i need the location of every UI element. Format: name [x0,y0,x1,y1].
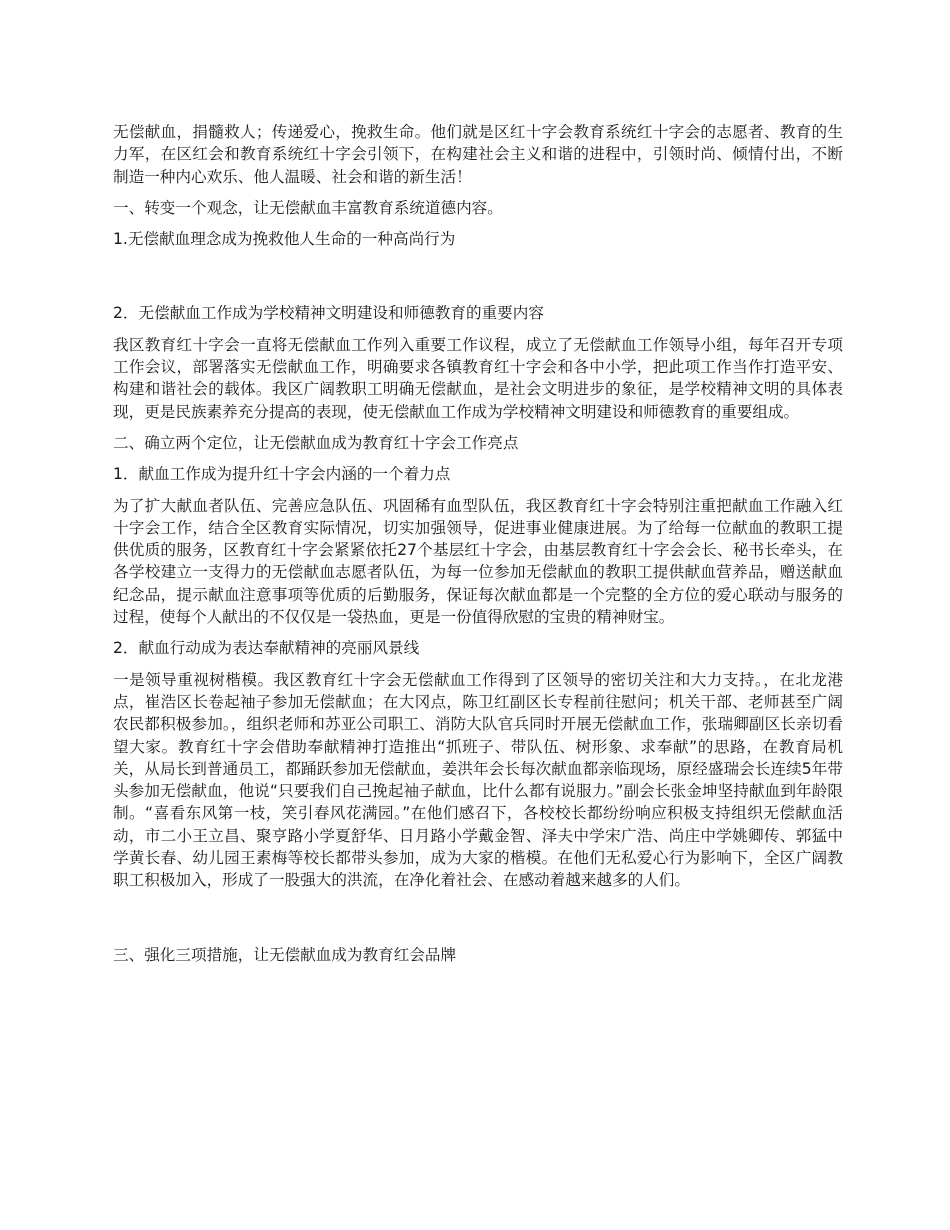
body-paragraph-2-1: 为了扩大献血者队伍、完善应急队伍、巩固稀有血型队伍，我区教育红十字会特别注重把献血工作融入红十字会工作，结合全区教育实际情况，切实加强领导，促进事业健康进展。为了给每一位献血的教职工提供优质的服务，区教育红十字会紧紧依托27个基层红十字会，由基层教育红十字会会长、秘书长牵头，在各学校建立一支得力的无偿献血志愿者队伍，为每一位参加无偿献血的教职工提供献血营养品，赠送献血纪念品，提示献血注意事项等优质的后勤服务，保证每次献血都是一个完整的全方位的爱心联动与服务的过程，使每个人献出的不仅仅是一袋热血，更是一份值得欣慰的宝贵的精神财宝。 [113,496,843,627]
body-paragraph-2-2: 一是领导重视树楷模。我区教育红十字会无偿献血工作得到了区领导的密切关注和大力支持。，在北龙港点，崔浩区长卷起袖子参加无偿献血；在大冈点，陈卫红副区长专程前往慰问；机关干部、老师甚至广阔农民都积极参加。，组织老师和苏亚公司职工、消防大队官兵同时开展无偿献血工作，张瑞卿副区长亲切看望大家。教育红十字会借助奉献精神打造推出“抓班子、带队伍、树形象、求奉献”的思路，在教育局机关，从局长到普通员工，都踊跃参加无偿献血，姜洪年会长每次献血都亲临现场，原经盛瑞会长连续5年带头参加无偿献血，他说“只要我们自己挽起袖子献血，比什么都有说服力。”副会长张金坤坚持献血到年龄限制。“喜看东风第一枝，笑引春风花满园。”在他们感召下，各校校长都纷纷响应积极支持组织无偿献血活动，市二小王立昌、聚亨路小学夏舒华、日月路小学戴金智、泽夫中学宋广浩、尚庄中学姚卿传、郭猛中学黄长春、幼儿园王素梅等校长都带头参加，成为大家的楷模。在他们无私爱心行为影响下，全区广阔教职工积极加入，形成了一股强大的洪流，在净化着社会、在感动着越来越多的人们。 [113,670,843,890]
section-heading-2: 二、确立两个定位，让无偿献血成为教育红十字会工作亮点 [113,433,519,452]
body-paragraph-1-2: 我区教育红十字会一直将无偿献血工作列入重要工作议程，成立了无偿献血工作领导小组，每年召开专项工作会议，部署落实无偿献血工作，明确要求各镇教育红十字会和各中小学，把此项工作当作打造平安、构建和谐社会的载体。我区广阔教职工明确无偿献血，是社会文明进步的象征，是学校精神文明的具体表现，更是民族素养充分提高的表现，使无偿献血工作成为学校精神文明建设和师德教育的重要组成。 [113,335,843,421]
subheading-1-1: 1.无偿献血理念成为挽救他人生命的一种高尚行为 [113,230,456,249]
section-heading-1: 一、转变一个观念，让无偿献血丰富教育系统道德内容。 [113,198,503,217]
subheading-1-2: 2．无偿献血工作成为学校精神文明建设和师德教育的重要内容 [113,304,544,323]
document-body [113,121,843,966]
subheading-2-1: 1．献血工作成为提升红十字会内涵的一个着力点 [113,465,451,484]
section-heading-3: 三、强化三项措施，让无偿献血成为教育红会品牌 [113,945,457,964]
subheading-2-2: 2．献血行动成为表达奉献精神的亮丽风景线 [113,639,420,658]
intro-paragraph: 无偿献血，捐髓救人；传递爱心，挽救生命。他们就是区红十字会教育系统红十字会的志愿者、教育的生力军，在区红会和教育系统红十字会引领下，在构建社会主义和谐的进程中，引领时尚、倾情付出，不断制造一种内心欢乐、他人温暖、社会和谐的新生活！ [113,123,843,186]
